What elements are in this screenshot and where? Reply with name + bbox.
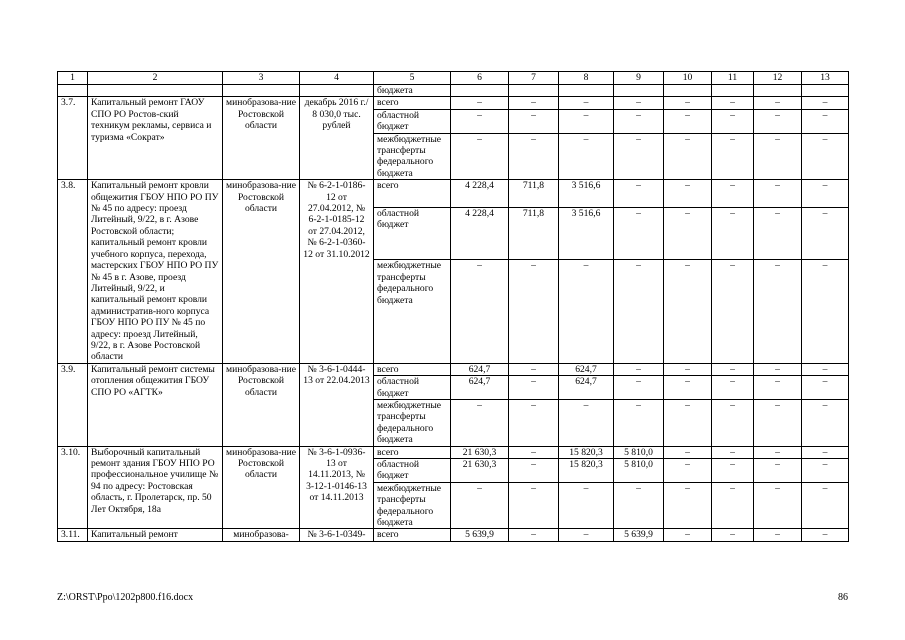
amount-cell: – — [802, 446, 849, 458]
amount-cell: – — [802, 399, 849, 446]
amount-cell: 5 810,0 — [614, 446, 664, 458]
amount-cell: – — [802, 482, 849, 529]
amount-cell: – — [559, 482, 614, 529]
amount-cell: – — [802, 97, 849, 109]
table-row — [58, 180, 849, 207]
amount-cell: – — [712, 109, 754, 133]
amount-cell: – — [802, 109, 849, 133]
amount-cell: – — [802, 133, 849, 180]
document-ref: № 6-2-1-0186-12 от 27.04.2012, № 6-2-1-0185-12 от 27.04.2012, № 6-2-1-0360-12 от 31.10.2012 — [300, 180, 374, 364]
file-path: Z:\ORST\Ppo\1202p800.f16.docx — [57, 592, 194, 603]
amount-cell: – — [802, 363, 849, 375]
table-row — [58, 529, 849, 541]
executor: минобразова-ние Ростовской области — [223, 446, 300, 529]
funding-source: областной бюджет — [374, 376, 451, 400]
amount-cell: – — [802, 260, 849, 363]
amount-cell: – — [664, 180, 712, 207]
amount-cell: – — [509, 482, 559, 529]
document-ref: декабрь 2016 г./ 8 030,0 тыс. рублей — [300, 97, 374, 180]
amount-cell: – — [802, 376, 849, 400]
measure-name: Выборочный капитальный ремонт здания ГБОУ НПО РО профессиональное училище № 94 по адресу: Ростовская область, г. Пролетарск, пр. 50 Лет Октября, 18а — [88, 446, 223, 529]
amount-cell: – — [614, 207, 664, 260]
amount-cell: – — [509, 363, 559, 375]
amount-cell: – — [754, 446, 802, 458]
funding-source: областной бюджет — [374, 207, 451, 260]
amount-cell: – — [451, 97, 509, 109]
amount-cell: – — [712, 529, 754, 541]
amount-cell: – — [712, 482, 754, 529]
amount-cell: – — [614, 363, 664, 375]
amount-cell: 624,7 — [451, 363, 509, 375]
col-number: 8 — [559, 72, 614, 85]
executor: минобразова-ние Ростовской области — [223, 97, 300, 180]
amount-cell: – — [664, 97, 712, 109]
amount-cell: – — [754, 376, 802, 400]
amount-cell: 3 516,6 — [559, 207, 614, 260]
amount-cell: – — [509, 97, 559, 109]
col-number: 10 — [664, 72, 712, 85]
table-row — [58, 363, 849, 375]
amount-cell: – — [559, 529, 614, 541]
amount-cell: – — [802, 529, 849, 541]
funding-source: межбюджетные трансферты федерального бюджета — [374, 260, 451, 363]
amount-cell: – — [614, 133, 664, 180]
amount-cell: – — [509, 376, 559, 400]
amount-cell: – — [614, 260, 664, 363]
row-number: 3.9. — [58, 363, 88, 446]
amount-cell: – — [509, 529, 559, 541]
amount-cell: – — [712, 97, 754, 109]
amount-cell: – — [754, 399, 802, 446]
amount-cell: – — [712, 180, 754, 207]
amount-cell: – — [664, 133, 712, 180]
amount-cell: – — [664, 207, 712, 260]
amount-cell: 3 516,6 — [559, 180, 614, 207]
amount-cell: – — [451, 133, 509, 180]
amount-cell: – — [664, 399, 712, 446]
amount-cell: – — [509, 133, 559, 180]
amount-cell: – — [754, 482, 802, 529]
measure-name: Капитальный ремонт ГАОУ СПО РО Ростов-ский техникум рекламы, сервиса и туризма «Сократ» — [88, 97, 223, 180]
amount-cell: – — [614, 97, 664, 109]
executor: минобразова-ние Ростовской области — [223, 180, 300, 364]
amount-cell: – — [614, 180, 664, 207]
amount-cell: 711,8 — [509, 180, 559, 207]
amount-cell: 624,7 — [451, 376, 509, 400]
funding-source: межбюджетные трансферты федерального бюджета — [374, 133, 451, 180]
table-row — [58, 97, 849, 109]
amount-cell: 21 630,3 — [451, 446, 509, 458]
amount-cell: – — [664, 260, 712, 363]
funding-source: межбюджетные трансферты федерального бюджета — [374, 399, 451, 446]
amount-cell: – — [664, 529, 712, 541]
amount-cell: – — [664, 459, 712, 483]
amount-cell: – — [664, 376, 712, 400]
amount-cell: – — [754, 180, 802, 207]
amount-cell: – — [451, 260, 509, 363]
continuation-row — [58, 85, 849, 97]
amount-cell: – — [559, 260, 614, 363]
table-row — [58, 446, 849, 458]
amount-cell: – — [712, 363, 754, 375]
amount-cell: – — [754, 207, 802, 260]
amount-cell: – — [559, 97, 614, 109]
col-number: 12 — [754, 72, 802, 85]
col-number: 13 — [802, 72, 849, 85]
funding-source: всего — [374, 97, 451, 109]
col-number: 5 — [374, 72, 451, 85]
executor: минобразова-ние Ростовской области — [223, 363, 300, 446]
amount-cell: 5 639,9 — [614, 529, 664, 541]
amount-cell: – — [509, 260, 559, 363]
amount-cell: 624,7 — [559, 376, 614, 400]
amount-cell: – — [509, 109, 559, 133]
amount-cell: – — [754, 529, 802, 541]
amount-cell: – — [664, 482, 712, 529]
amount-cell: – — [802, 180, 849, 207]
amount-cell: – — [664, 109, 712, 133]
amount-cell: – — [754, 260, 802, 363]
row-number: 3.8. — [58, 180, 88, 364]
funding-source: областной бюджет — [374, 459, 451, 483]
amount-cell: – — [614, 482, 664, 529]
amount-cell: – — [754, 459, 802, 483]
amount-cell: 4 228,4 — [451, 207, 509, 260]
row-number: 3.7. — [58, 97, 88, 180]
amount-cell: – — [451, 399, 509, 446]
amount-cell: – — [451, 109, 509, 133]
amount-cell: – — [664, 363, 712, 375]
header-row — [58, 72, 849, 85]
amount-cell: – — [754, 133, 802, 180]
row-number: 3.10. — [58, 446, 88, 529]
amount-cell: – — [509, 399, 559, 446]
measure-name: Капитальный ремонт кровли общежития ГБОУ НПО РО ПУ № 45 по адресу: проезд Литейный, 9/22, в г. Азове Ростовской области; капитальный ремонт кровли учебного корпуса, перехода, мастерских ГБОУ НПО РО ПУ № 45 в г. Азове, проезд Литейный, 9/22, и капитальный ремонт кровли административ-ного корпуса ГБОУ НПО РО ПУ № 45 по адресу: проезд Литейный, 9/22, в г. Азове Ростовской области — [88, 180, 223, 364]
col-number: 3 — [223, 72, 300, 85]
amount-cell: 15 820,3 — [559, 459, 614, 483]
measure-name: Капитальный ремонт — [88, 529, 223, 541]
continuation-text: бюджета — [374, 85, 451, 97]
amount-cell: – — [509, 459, 559, 483]
document-ref: № 3-6-1-0349- — [300, 529, 374, 541]
amount-cell: 5 810,0 — [614, 459, 664, 483]
executor: минобразова- — [223, 529, 300, 541]
row-number: 3.11. — [58, 529, 88, 541]
amount-cell: – — [754, 97, 802, 109]
col-number: 1 — [58, 72, 88, 85]
funding-source: межбюджетные трансферты федерального бюджета — [374, 482, 451, 529]
amount-cell: 624,7 — [559, 363, 614, 375]
amount-cell: – — [712, 446, 754, 458]
amount-cell: – — [712, 376, 754, 400]
col-number: 7 — [509, 72, 559, 85]
funding-source: всего — [374, 180, 451, 207]
amount-cell: – — [614, 109, 664, 133]
amount-cell: – — [559, 109, 614, 133]
col-number: 2 — [88, 72, 223, 85]
amount-cell: – — [712, 133, 754, 180]
col-number: 9 — [614, 72, 664, 85]
amount-cell: – — [802, 459, 849, 483]
document-ref: № 3-6-1-0444-13 от 22.04.2013 — [300, 363, 374, 446]
budget-table — [57, 71, 849, 542]
amount-cell: – — [712, 459, 754, 483]
amount-cell: – — [451, 482, 509, 529]
col-number: 6 — [451, 72, 509, 85]
amount-cell: 15 820,3 — [559, 446, 614, 458]
amount-cell: 4 228,4 — [451, 180, 509, 207]
amount-cell: – — [712, 207, 754, 260]
amount-cell: – — [754, 363, 802, 375]
amount-cell: – — [664, 446, 712, 458]
amount-cell: 21 630,3 — [451, 459, 509, 483]
amount-cell: – — [712, 260, 754, 363]
measure-name: Капитальный ремонт системы отопления общежития ГБОУ СПО РО «АГТК» — [88, 363, 223, 446]
amount-cell: – — [754, 109, 802, 133]
amount-cell: – — [559, 133, 614, 180]
funding-source: всего — [374, 446, 451, 458]
col-number: 11 — [712, 72, 754, 85]
funding-source: всего — [374, 363, 451, 375]
amount-cell: – — [509, 446, 559, 458]
document-sheet — [57, 71, 848, 542]
funding-source: областной бюджет — [374, 109, 451, 133]
page-number: 86 — [838, 592, 848, 603]
amount-cell: 711,8 — [509, 207, 559, 260]
amount-cell: – — [802, 207, 849, 260]
amount-cell: – — [559, 399, 614, 446]
amount-cell: – — [712, 399, 754, 446]
amount-cell: – — [614, 376, 664, 400]
funding-source: всего — [374, 529, 451, 541]
amount-cell: 5 639,9 — [451, 529, 509, 541]
col-number: 4 — [300, 72, 374, 85]
amount-cell: – — [614, 399, 664, 446]
document-ref: № 3-6-1-0936-13 от 14.11.2013, № 3-12-1-0146-13 от 14.11.2013 — [300, 446, 374, 529]
